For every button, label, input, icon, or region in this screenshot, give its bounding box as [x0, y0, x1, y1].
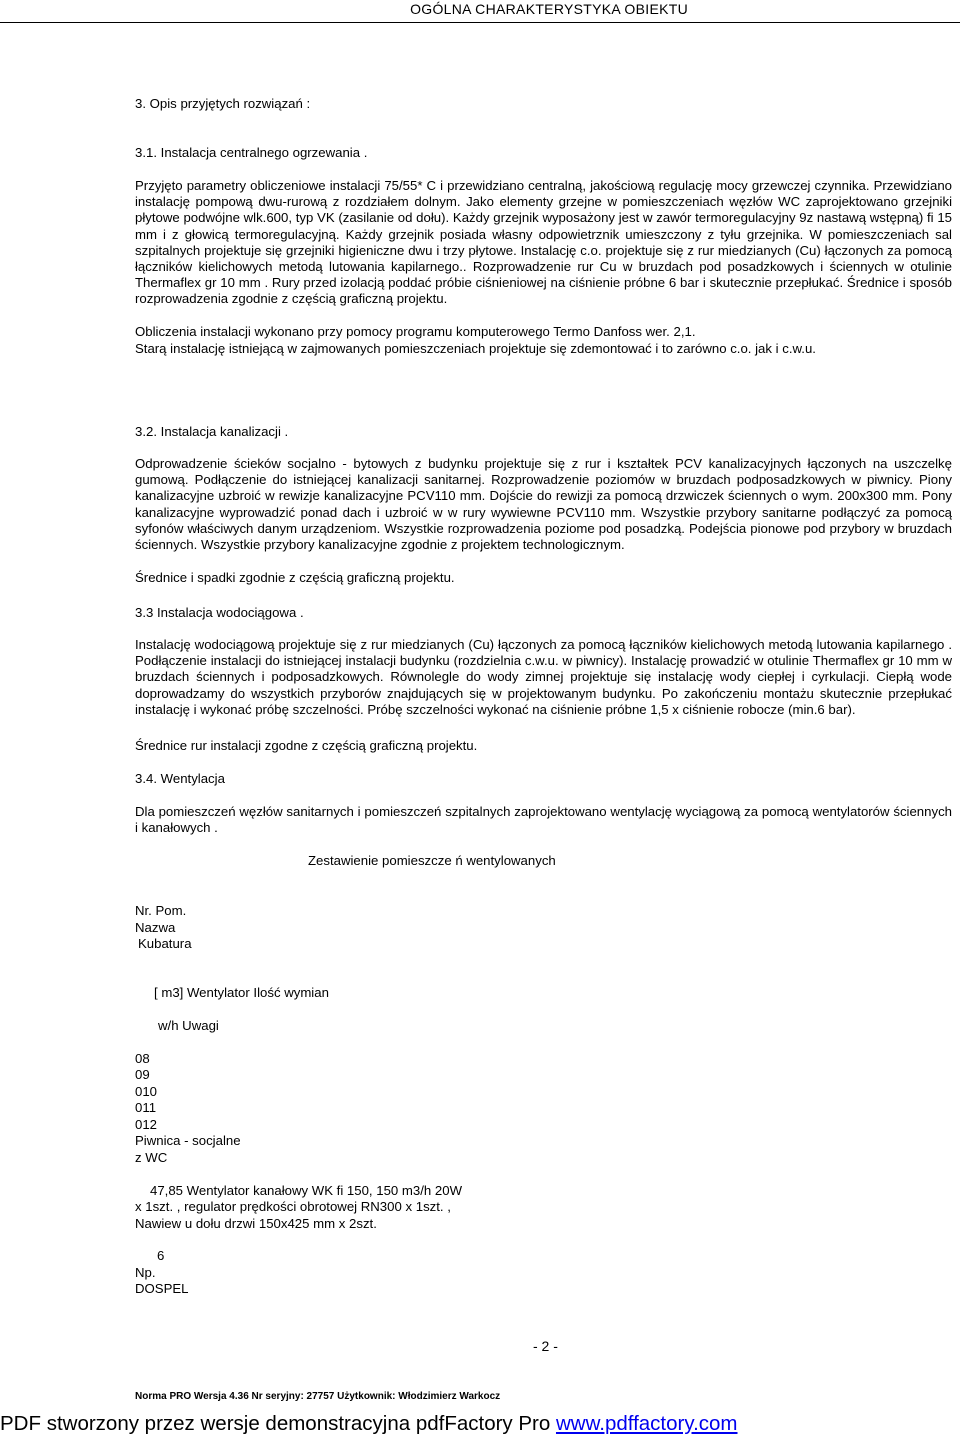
- header-title: OGÓLNA CHARAKTERYSTYKA OBIEKTU: [410, 1, 688, 17]
- table-header-name: Nazwa: [135, 920, 176, 935]
- page-header: [0, 0, 960, 23]
- section-3-2-heading: 3.2. Instalacja kanalizacji .: [135, 424, 289, 439]
- table-room-name-cont: z WC: [135, 1150, 168, 1165]
- table-header-fan-exchanges: [ m3] Wentylator Ilość wymian: [154, 985, 329, 1000]
- section-3-2-paragraph-1: Odprowadzenie ścieków socjalno - bytowych z budynku projektuje się z rur i kształtek PCV kanalizacyjnych łączonych na uszczelkę gumową. Podłączenie do istniejącej kanalizacji sanitarnej. Rozprowadzenie poziomów w bruzdach podposadzkowych w piwnicy. Piony kanalizacyjne uzbroić w rewizje kanalizacyjne PCV110 mm. Dojście do rewizji za pomocą drzwiczek ściennych o wym. 200x300 mm. Pony kanalizacyjne wyprowadzić ponad dach i uzbroić w w rury wywiewne PCV110 mm. Wszystkie przybory sanitarne podłączyć za pomocą syfonów właściwych danym urządzeniom. Wszystkie rozprowadzenia poziome pod posadzką. Podejścia pionowe pod przybory w bruzdach ściennych. Wszystkie przybory kanalizacyjne zgodnie z projektem technologicznym.: [135, 456, 952, 553]
- section-3-3-paragraph-1: Instalację wodociągową projektuje się z rur miedzianych (Cu) łączonych za pomocą łączników kielichowych metodą lutowania kapilarnego . Podłączenie instalacji do istniejącej instalacji budynku (rozdzielnia c.w.u. w piwnicy). Instalację prowadzić w otulinie Thermaflex gr 10 mm w bruzdach ściennych i podposadzkowych. Równolegle do wody zimnej projektuje się instalację wody ciepłej i cyrkulacji. Ciepłą wode doprowadzamy do wszystkich przyborów znajdujących się w projektowanym budynku. Po zakończeniu montażu skutecznie przepłukać instalację i wykonać próbę szczelności. Próbę szczelności wykonać na ciśnienie próbne 1,5 x ciśnienie robocze (min.6 bar).: [135, 637, 952, 717]
- table-room-name: Piwnica - socjalne: [135, 1133, 241, 1148]
- table-room-number: 09: [135, 1067, 150, 1082]
- section-3-2-paragraph-2: Średnice i spadki zgodnie z częścią graficzną projektu.: [135, 570, 455, 585]
- table-title: Zestawienie pomieszcze ń wentylowanych: [308, 853, 556, 868]
- table-exchanges: 6: [157, 1248, 165, 1263]
- pdf-banner-link[interactable]: www.pdffactory.com: [555, 1412, 738, 1435]
- table-room-number: 010: [135, 1084, 158, 1099]
- section-3-heading: 3. Opis przyjętych rozwiązań :: [135, 96, 311, 111]
- table-fan-cont-2: Nawiew u dołu drzwi 150x425 mm x 2szt.: [135, 1216, 377, 1231]
- section-3-1-heading: 3.1. Instalacja centralnego ogrzewania .: [135, 145, 368, 160]
- registration-footer: Norma PRO Wersja 4.36 Nr seryjny: 27757 Użytkownik: Włodzimierz Warkocz: [135, 1391, 501, 1402]
- table-note: Np.: [135, 1265, 156, 1280]
- table-header-room-number: Nr. Pom.: [135, 903, 187, 918]
- pdf-watermark-banner: [0, 1412, 738, 1436]
- table-room-number: 08: [135, 1051, 150, 1066]
- section-3-3-paragraph-2: Średnice rur instalacji zgodne z częścią graficzną projektu.: [135, 738, 478, 753]
- section-3-1-paragraph-1: Przyjęto parametry obliczeniowe instalacji 75/55* C i przewidziano centralną, jakościową regulację mocy grzewczej czynnika. Przewidziano instalację pompową dwu-rurową z rozdziałem dolnym. Jako elementy grzejne w pomieszczeniach węzłów WC zaprojektowano grzejniki płytowe podwójne wlk.600, typ VK (zasilanie od dołu). Każdy grzejnik wyposażony jest w zawór termoregulacyjny 9z nastawą wstępną) fi 15 mm i z głowicą termoregulacyjną. Każdy grzejnik posiada własny odpowietrznik umieszczony z tyłu grzejnika. W pomieszczeniach sal szpitalnych projektuje się grzejniki higieniczne dwu i trzy płytowe. Instalację c.o. projektuje się z rur miedzianych (Cu) łączonych za pomocą łączników kielichowych metodą lutowania kapilarnego.. Rozprowadzenie rur Cu w bruzdach pod posadzkowych i ściennych w otulinie Thermaflex gr 10 mm . Rury przed izolacją poddać próbie ciśnieniowej na ciśnienie próbne 6 bar i skutecznie przepłukać. Średnice i sposób rozprowadzenia zgodnie z częścią graficzną projektu.: [135, 178, 952, 307]
- section-3-4-paragraph-1: Dla pomieszczeń węzłów sanitarnych i pomieszczeń szpitalnych zaprojektowano wentylację wyciągową za pomocą wentylatorów ściennych i kanałowych .: [135, 804, 952, 836]
- section-3-3-heading: 3.3 Instalacja wodociągowa .: [135, 605, 304, 620]
- table-header-volume: Kubatura: [138, 936, 192, 951]
- section-3-1-paragraph-2: Obliczenia instalacji wykonano przy pomocy programu komputerowego Termo Danfoss wer. 2,1.: [135, 324, 696, 339]
- table-fan-cont-1: x 1szt. , regulator prędkości obrotowej RN300 x 1szt. ,: [135, 1199, 451, 1214]
- pdf-banner-text: PDF stworzony przez wersje demonstracyjna pdfFactory Pro: [0, 1412, 556, 1435]
- table-room-number: 011: [135, 1100, 157, 1115]
- table-note-cont: DOSPEL: [135, 1281, 189, 1296]
- section-3-1-paragraph-3: Starą instalację istniejącą w zajmowanych pomieszczeniach projektuje się zdemontować i to zarówno c.o. jak i c.w.u.: [135, 341, 816, 356]
- section-3-4-heading: 3.4. Wentylacja: [135, 771, 225, 786]
- page-number: - 2 -: [533, 1338, 558, 1354]
- table-room-number: 012: [135, 1117, 158, 1132]
- table-header-notes: w/h Uwagi: [158, 1018, 219, 1033]
- table-volume-fan: 47,85 Wentylator kanałowy WK fi 150, 150 m3/h 20W: [150, 1183, 463, 1198]
